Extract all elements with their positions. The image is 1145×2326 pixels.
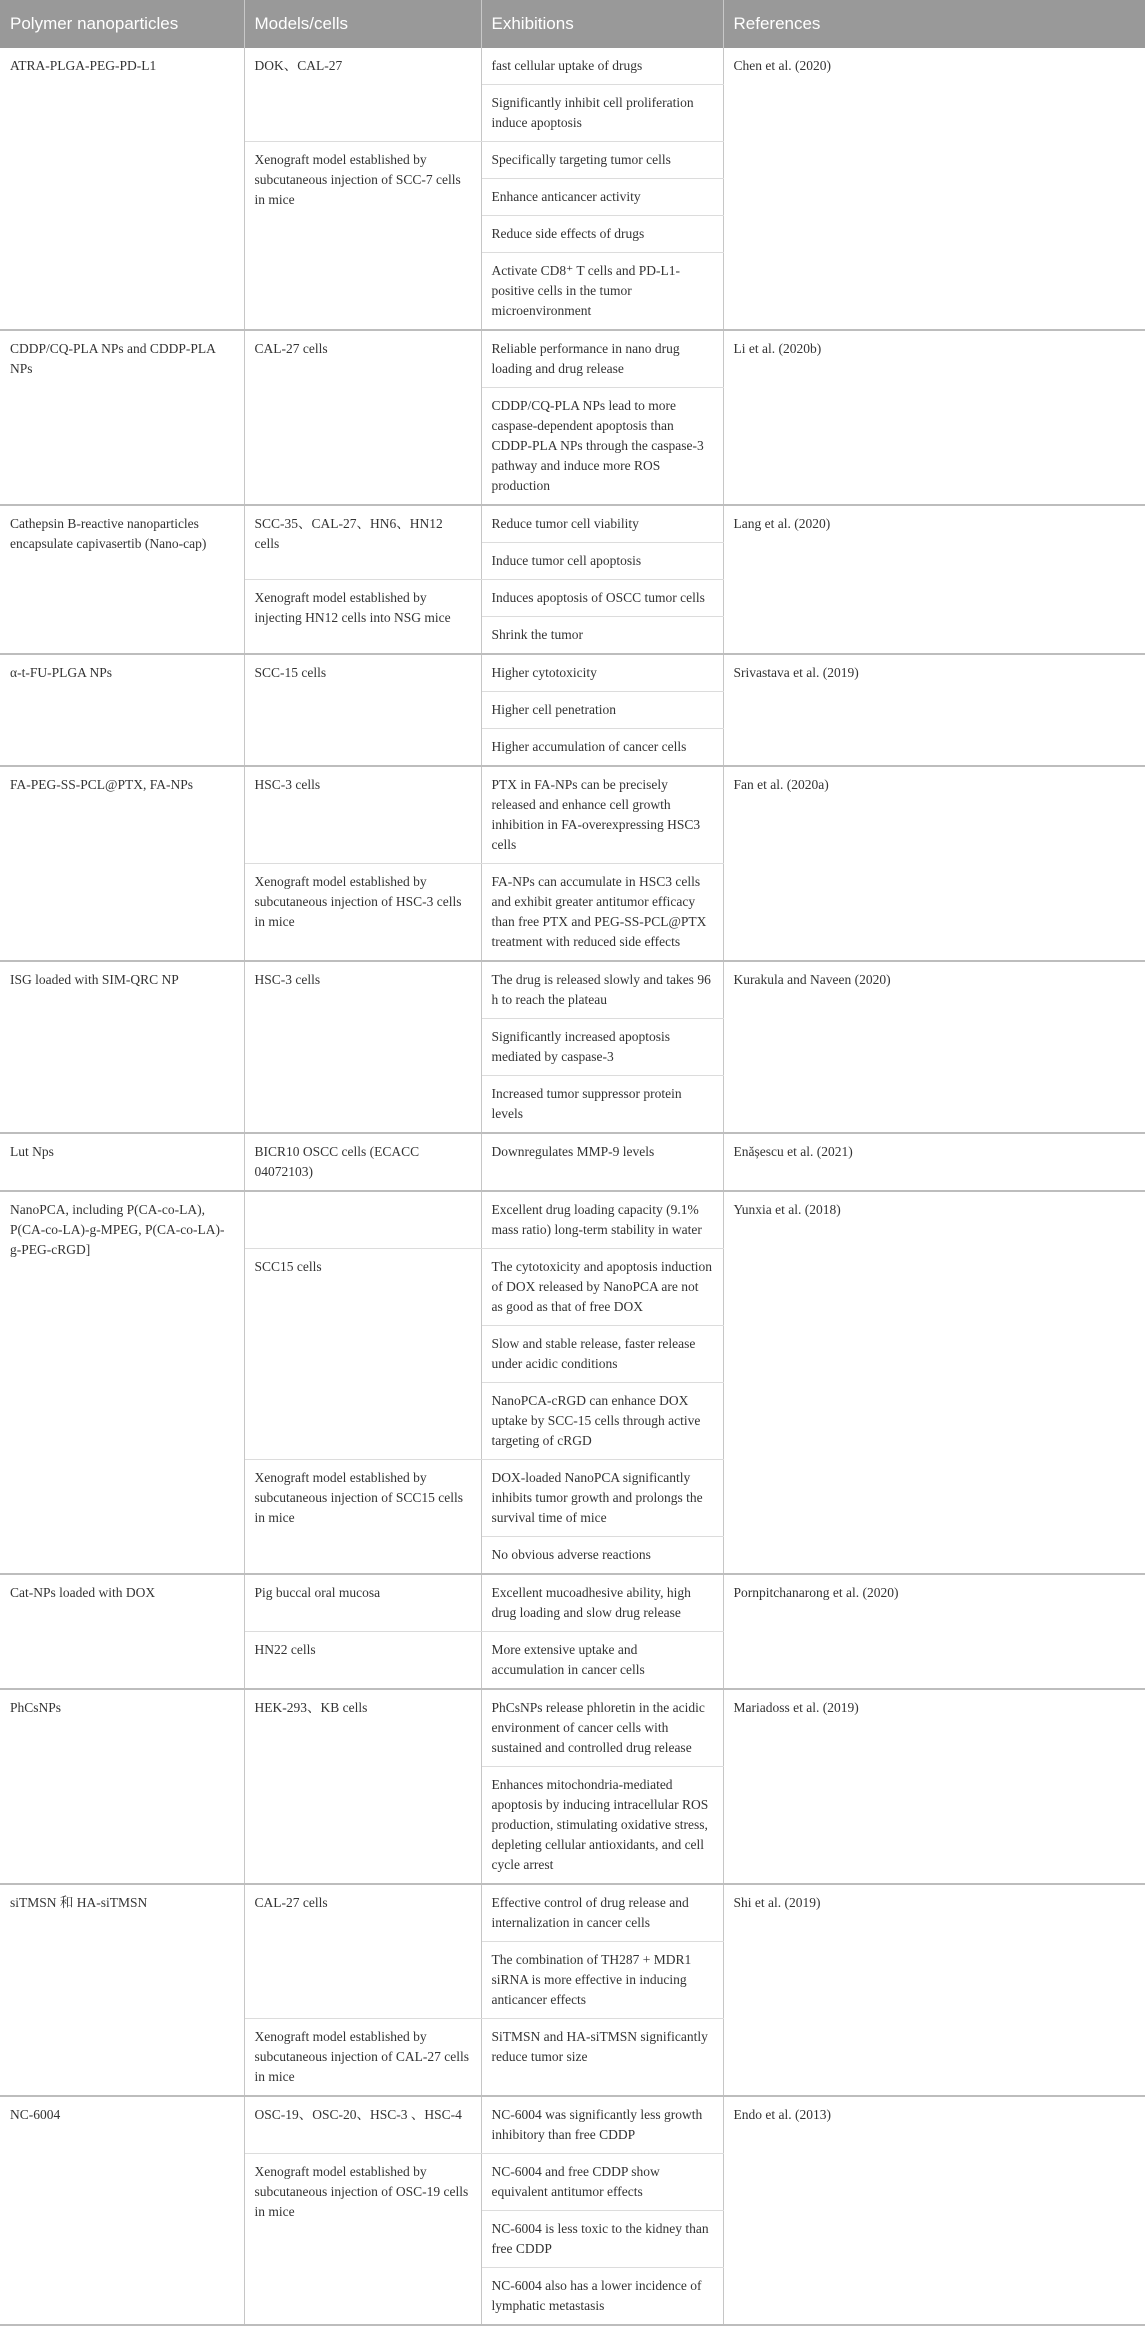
reference-cell: Fan et al. (2020a) [723,766,1145,961]
reference-cell: Li et al. (2020b) [723,330,1145,505]
model-cell: Xenograft model established by subcutaneous injection of SCC15 cells in mice [244,1460,481,1575]
exhibition-cell: Excellent mucoadhesive ability, high drug loading and slow drug release [481,1574,723,1632]
exhibition-cell: NC-6004 was significantly less growth inhibitory than free CDDP [481,2096,723,2154]
table-body [0,48,1145,2325]
reference-cell: Kurakula and Naveen (2020) [723,961,1145,1133]
model-cell: SCC-15 cells [244,654,481,766]
exhibition-cell: Higher cytotoxicity [481,654,723,692]
header-row [0,0,1145,48]
exhibition-cell: The drug is released slowly and takes 96 h to reach the plateau [481,961,723,1019]
reference-cell: Yunxia et al. (2018) [723,1191,1145,1574]
model-cell: CAL-27 cells [244,330,481,505]
exhibition-cell: Shrink the tumor [481,617,723,655]
table-row [0,330,1145,388]
model-cell: SCC15 cells [244,1249,481,1460]
exhibition-cell: Enhances mitochondria-mediated apoptosis by inducing intracellular ROS production, stimulating oxidative stress, depleting cellular antioxidants, and cell cycle arrest [481,1767,723,1885]
exhibition-cell: Induce tumor cell apoptosis [481,543,723,580]
reference-cell: Lang et al. (2020) [723,505,1145,654]
table-row [0,766,1145,864]
exhibition-cell: Induces apoptosis of OSCC tumor cells [481,580,723,617]
polymer-cell: Lut Nps [0,1133,244,1191]
polymer-cell: PhCsNPs [0,1689,244,1884]
model-cell [244,1191,481,1249]
model-cell: HSC-3 cells [244,766,481,864]
exhibition-cell: PTX in FA-NPs can be precisely released and enhance cell growth inhibition in FA-overexpressing HSC3 cells [481,766,723,864]
model-cell: SCC-35、CAL-27、HN6、HN12 cells [244,505,481,580]
exhibition-cell: Higher accumulation of cancer cells [481,729,723,767]
reference-cell: Chen et al. (2020) [723,48,1145,330]
exhibition-cell: CDDP/CQ-PLA NPs lead to more caspase-dependent apoptosis than CDDP-PLA NPs through the caspase-3 pathway and induce more ROS production [481,388,723,506]
exhibition-cell: PhCsNPs release phloretin in the acidic environment of cancer cells with sustained and controlled drug release [481,1689,723,1767]
exhibition-cell: Reduce tumor cell viability [481,505,723,543]
polymer-cell: NanoPCA, including P(CA-co-LA), P(CA-co-LA)-g-MPEG, P(CA-co-LA)-g-PEG-cRGD] [0,1191,244,1574]
exhibition-cell: Reliable performance in nano drug loading and drug release [481,330,723,388]
table-row [0,505,1145,543]
exhibition-cell: fast cellular uptake of drugs [481,48,723,85]
table-row [0,1574,1145,1632]
table-row [0,961,1145,1019]
exhibition-cell: Increased tumor suppressor protein levels [481,1076,723,1134]
exhibition-cell: NC-6004 is less toxic to the kidney than free CDDP [481,2211,723,2268]
table-row [0,2096,1145,2154]
model-cell: OSC-19、OSC-20、HSC-3 、HSC-4 [244,2096,481,2154]
exhibition-cell: Significantly inhibit cell proliferation induce apoptosis [481,85,723,142]
model-cell: Xenograft model established by subcutaneous injection of CAL-27 cells in mice [244,2019,481,2097]
polymer-cell: ATRA-PLGA-PEG-PD-L1 [0,48,244,330]
polymer-cell: FA-PEG-SS-PCL@PTX, FA-NPs [0,766,244,961]
exhibition-cell: Significantly increased apoptosis mediated by caspase-3 [481,1019,723,1076]
reference-cell: Enășescu et al. (2021) [723,1133,1145,1191]
exhibition-cell: Specifically targeting tumor cells [481,142,723,179]
exhibition-cell: NanoPCA-cRGD can enhance DOX uptake by SCC-15 cells through active targeting of cRGD [481,1383,723,1460]
reference-cell: Srivastava et al. (2019) [723,654,1145,766]
model-cell: HEK-293、KB cells [244,1689,481,1884]
table-row [0,1191,1145,1249]
polymer-cell: Cathepsin B-reactive nanoparticles encapsulate capivasertib (Nano-cap) [0,505,244,654]
header-models-cells: Models/cells [244,0,481,48]
model-cell: Xenograft model established by subcutaneous injection of HSC-3 cells in mice [244,864,481,962]
exhibition-cell: NC-6004 also has a lower incidence of lymphatic metastasis [481,2268,723,2326]
exhibition-cell: The cytotoxicity and apoptosis induction of DOX released by NanoPCA are not as good as that of free DOX [481,1249,723,1326]
polymer-cell: CDDP/CQ-PLA NPs and CDDP-PLA NPs [0,330,244,505]
model-cell: Pig buccal oral mucosa [244,1574,481,1632]
exhibition-cell: Activate CD8⁺ T cells and PD-L1-positive cells in the tumor microenvironment [481,253,723,331]
exhibition-cell: Slow and stable release, faster release under acidic conditions [481,1326,723,1383]
exhibition-cell: DOX-loaded NanoPCA significantly inhibits tumor growth and prolongs the survival time of mice [481,1460,723,1537]
table-row [0,48,1145,85]
polymer-cell: Cat-NPs loaded with DOX [0,1574,244,1689]
model-cell: BICR10 OSCC cells (ECACC 04072103) [244,1133,481,1191]
polymer-cell: siTMSN 和 HA-siTMSN [0,1884,244,2096]
model-cell: CAL-27 cells [244,1884,481,2019]
exhibition-cell: SiTMSN and HA-siTMSN significantly reduce tumor size [481,2019,723,2097]
reference-cell: Pornpitchanarong et al. (2020) [723,1574,1145,1689]
exhibition-cell: No obvious adverse reactions [481,1537,723,1575]
table-header [0,0,1145,48]
polymer-cell: NC-6004 [0,2096,244,2325]
exhibition-cell: The combination of TH287 + MDR1 siRNA is more effective in inducing anticancer effects [481,1942,723,2019]
exhibition-cell: Excellent drug loading capacity (9.1% mass ratio) long-term stability in water [481,1191,723,1249]
exhibition-cell: Enhance anticancer activity [481,179,723,216]
header-polymer-nanoparticles: Polymer nanoparticles [0,0,244,48]
model-cell: HSC-3 cells [244,961,481,1133]
reference-cell: Endo et al. (2013) [723,2096,1145,2325]
table-row [0,1884,1145,1942]
exhibition-cell: Downregulates MMP-9 levels [481,1133,723,1191]
exhibition-cell: Higher cell penetration [481,692,723,729]
exhibition-cell: Effective control of drug release and internalization in cancer cells [481,1884,723,1942]
polymer-cell: α-t-FU-PLGA NPs [0,654,244,766]
model-cell: Xenograft model established by injecting HN12 cells into NSG mice [244,580,481,655]
table-row [0,1133,1145,1191]
exhibition-cell: More extensive uptake and accumulation in cancer cells [481,1632,723,1690]
table-row [0,1689,1145,1767]
model-cell: Xenograft model established by subcutaneous injection of SCC-7 cells in mice [244,142,481,331]
model-cell: Xenograft model established by subcutaneous injection of OSC-19 cells in mice [244,2154,481,2326]
exhibition-cell: FA-NPs can accumulate in HSC3 cells and exhibit greater antitumor efficacy than free PTX and PEG-SS-PCL@PTX treatment with reduced side effects [481,864,723,962]
exhibition-cell: Reduce side effects of drugs [481,216,723,253]
model-cell: HN22 cells [244,1632,481,1690]
reference-cell: Mariadoss et al. (2019) [723,1689,1145,1884]
model-cell: DOK、CAL-27 [244,48,481,142]
header-exhibitions: Exhibitions [481,0,723,48]
reference-cell: Shi et al. (2019) [723,1884,1145,2096]
exhibition-cell: NC-6004 and free CDDP show equivalent antitumor effects [481,2154,723,2211]
header-references: References [723,0,1145,48]
table-row [0,654,1145,692]
polymer-cell: ISG loaded with SIM-QRC NP [0,961,244,1133]
